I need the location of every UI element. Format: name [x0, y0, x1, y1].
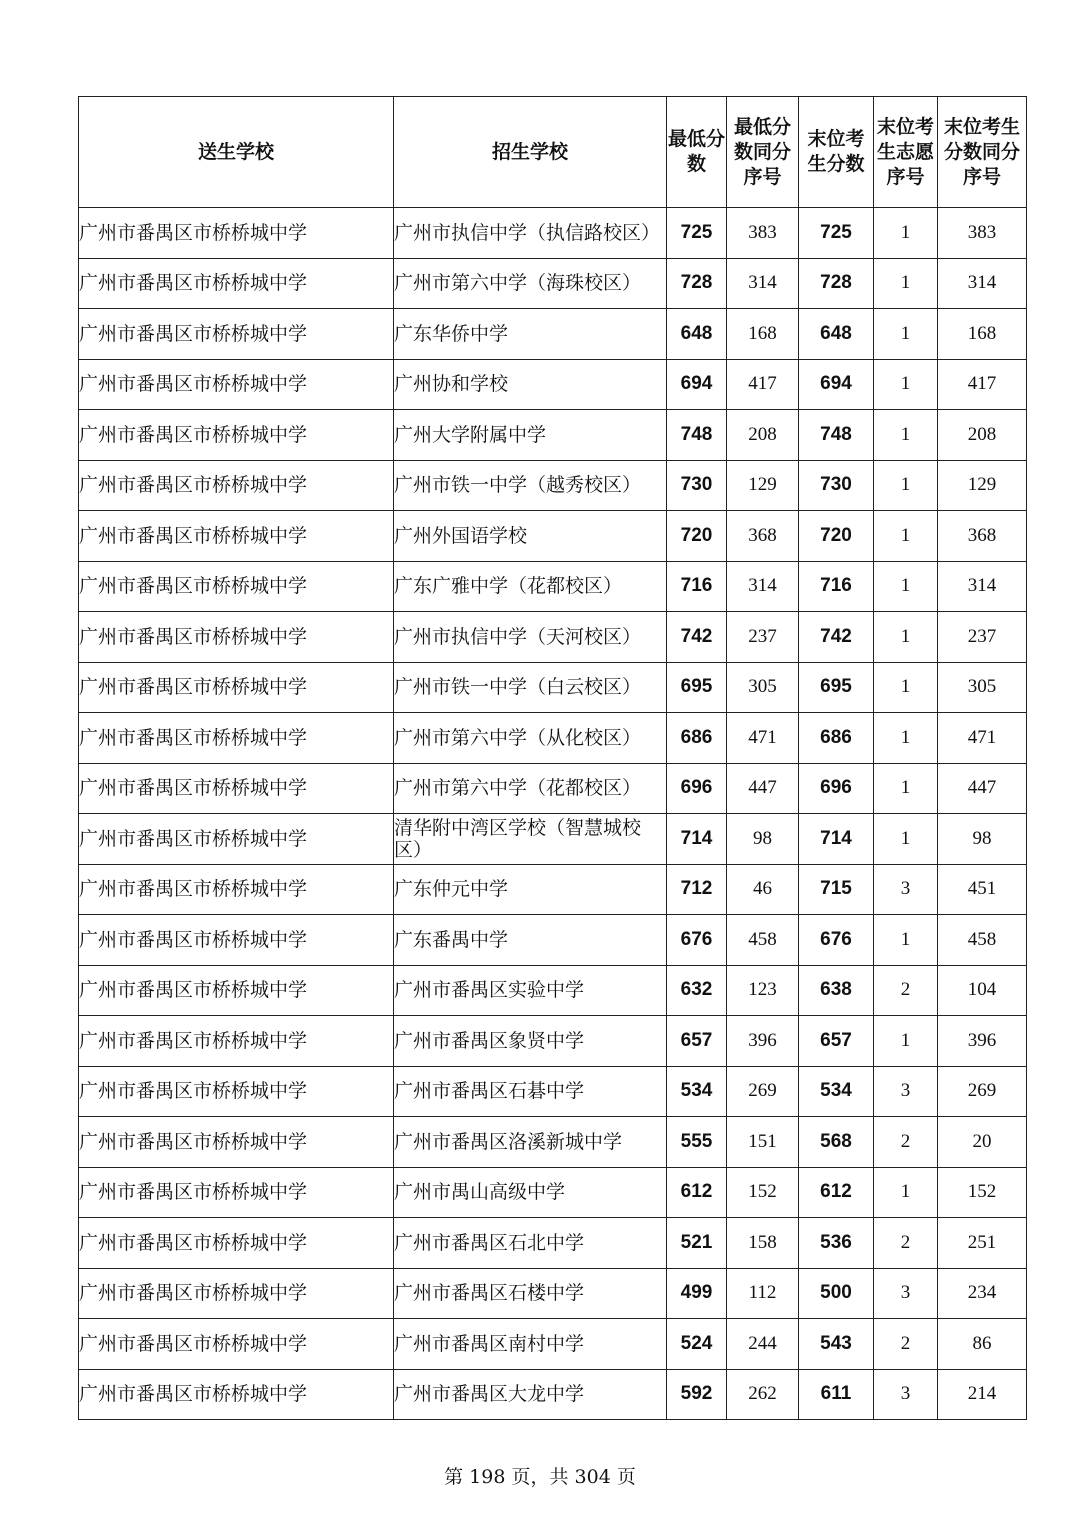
min-score-cell: 524	[667, 1319, 727, 1370]
table-row	[79, 915, 1027, 966]
receiving-school-cell: 广东华侨中学	[394, 309, 667, 360]
last-rank-cell: 305	[938, 662, 1027, 713]
admission-table	[78, 96, 1027, 1420]
sender-school-cell: 广州市番禺区市桥桥城中学	[79, 662, 394, 713]
receiving-school-cell: 广州市番禺区石碁中学	[394, 1066, 667, 1117]
last-rank-cell: 314	[938, 561, 1027, 612]
min-rank-cell: 383	[727, 208, 799, 259]
min-score-cell: 657	[667, 1016, 727, 1067]
min-score-cell: 676	[667, 915, 727, 966]
last-score-cell: 612	[799, 1167, 874, 1218]
min-score-cell: 695	[667, 662, 727, 713]
last-rank-cell: 104	[938, 965, 1027, 1016]
table-row	[79, 1268, 1027, 1319]
last-rank-cell: 447	[938, 763, 1027, 814]
receiving-school-cell: 广州市禺山高级中学	[394, 1167, 667, 1218]
last-rank-cell: 314	[938, 258, 1027, 309]
table-row	[79, 1319, 1027, 1370]
sender-school-cell: 广州市番禺区市桥桥城中学	[79, 1369, 394, 1420]
last-choice-cell: 2	[874, 1319, 938, 1370]
min-rank-cell: 168	[727, 309, 799, 360]
min-score-cell: 632	[667, 965, 727, 1016]
last-score-cell: 725	[799, 208, 874, 259]
sender-school-cell: 广州市番禺区市桥桥城中学	[79, 1319, 394, 1370]
table-row	[79, 1066, 1027, 1117]
last-rank-cell: 451	[938, 864, 1027, 915]
last-choice-cell: 3	[874, 1268, 938, 1319]
last-rank-cell: 417	[938, 359, 1027, 410]
min-rank-cell: 471	[727, 713, 799, 764]
table-row	[79, 561, 1027, 612]
receiving-school-cell: 广州市铁一中学（白云校区）	[394, 662, 667, 713]
last-rank-cell: 251	[938, 1218, 1027, 1269]
sender-school-cell: 广州市番禺区市桥桥城中学	[79, 965, 394, 1016]
header-sender: 送生学校	[79, 97, 394, 208]
last-score-cell: 568	[799, 1117, 874, 1168]
min-score-cell: 748	[667, 410, 727, 461]
receiving-school-cell: 广州协和学校	[394, 359, 667, 410]
min-score-cell: 555	[667, 1117, 727, 1168]
last-score-cell: 676	[799, 915, 874, 966]
table-row	[79, 1167, 1027, 1218]
receiving-school-cell: 广东广雅中学（花都校区）	[394, 561, 667, 612]
last-score-cell: 534	[799, 1066, 874, 1117]
last-rank-cell: 237	[938, 612, 1027, 663]
last-choice-cell: 1	[874, 763, 938, 814]
last-choice-cell: 1	[874, 309, 938, 360]
receiving-school-cell: 广州市番禺区大龙中学	[394, 1369, 667, 1420]
min-score-cell: 714	[667, 814, 727, 865]
table-row	[79, 763, 1027, 814]
last-score-cell: 500	[799, 1268, 874, 1319]
min-score-cell: 742	[667, 612, 727, 663]
last-score-cell: 730	[799, 460, 874, 511]
sender-school-cell: 广州市番禺区市桥桥城中学	[79, 359, 394, 410]
table-row	[79, 1117, 1027, 1168]
sender-school-cell: 广州市番禺区市桥桥城中学	[79, 864, 394, 915]
last-choice-cell: 2	[874, 965, 938, 1016]
table-row	[79, 612, 1027, 663]
header-last-choice: 末位考生志愿序号	[874, 97, 938, 208]
receiving-school-cell: 广州市番禺区洛溪新城中学	[394, 1117, 667, 1168]
min-rank-cell: 447	[727, 763, 799, 814]
min-score-cell: 499	[667, 1268, 727, 1319]
last-score-cell: 696	[799, 763, 874, 814]
last-score-cell: 648	[799, 309, 874, 360]
last-score-cell: 742	[799, 612, 874, 663]
last-choice-cell: 1	[874, 814, 938, 865]
last-score-cell: 638	[799, 965, 874, 1016]
sender-school-cell: 广州市番禺区市桥桥城中学	[79, 612, 394, 663]
sender-school-cell: 广州市番禺区市桥桥城中学	[79, 1218, 394, 1269]
last-rank-cell: 129	[938, 460, 1027, 511]
min-rank-cell: 46	[727, 864, 799, 915]
min-rank-cell: 112	[727, 1268, 799, 1319]
last-rank-cell: 152	[938, 1167, 1027, 1218]
min-score-cell: 728	[667, 258, 727, 309]
min-score-cell: 534	[667, 1066, 727, 1117]
table-row	[79, 359, 1027, 410]
min-rank-cell: 417	[727, 359, 799, 410]
page-number: 第 198 页，共 304 页	[444, 1466, 636, 1488]
last-choice-cell: 2	[874, 1117, 938, 1168]
min-rank-cell: 396	[727, 1016, 799, 1067]
receiving-school-cell: 清华附中湾区学校（智慧城校区）	[394, 814, 667, 865]
last-rank-cell: 168	[938, 309, 1027, 360]
min-score-cell: 694	[667, 359, 727, 410]
min-score-cell: 592	[667, 1369, 727, 1420]
min-score-cell: 720	[667, 511, 727, 562]
min-score-cell: 521	[667, 1218, 727, 1269]
last-choice-cell: 1	[874, 410, 938, 461]
last-rank-cell: 208	[938, 410, 1027, 461]
min-score-cell: 730	[667, 460, 727, 511]
table-row	[79, 208, 1027, 259]
sender-school-cell: 广州市番禺区市桥桥城中学	[79, 1117, 394, 1168]
table-row	[79, 258, 1027, 309]
last-score-cell: 748	[799, 410, 874, 461]
min-score-cell: 696	[667, 763, 727, 814]
last-score-cell: 714	[799, 814, 874, 865]
sender-school-cell: 广州市番禺区市桥桥城中学	[79, 1167, 394, 1218]
last-choice-cell: 2	[874, 1218, 938, 1269]
min-score-cell: 716	[667, 561, 727, 612]
table-body	[79, 208, 1027, 1420]
min-rank-cell: 314	[727, 561, 799, 612]
last-score-cell: 686	[799, 713, 874, 764]
last-score-cell: 611	[799, 1369, 874, 1420]
last-choice-cell: 1	[874, 208, 938, 259]
sender-school-cell: 广州市番禺区市桥桥城中学	[79, 713, 394, 764]
last-choice-cell: 3	[874, 864, 938, 915]
sender-school-cell: 广州市番禺区市桥桥城中学	[79, 1066, 394, 1117]
table-row	[79, 309, 1027, 360]
last-rank-cell: 471	[938, 713, 1027, 764]
sender-school-cell: 广州市番禺区市桥桥城中学	[79, 460, 394, 511]
table-row	[79, 1369, 1027, 1420]
table-row	[79, 511, 1027, 562]
receiving-school-cell: 广州市第六中学（海珠校区）	[394, 258, 667, 309]
receiving-school-cell: 广州市番禺区象贤中学	[394, 1016, 667, 1067]
last-choice-cell: 3	[874, 1369, 938, 1420]
table-row	[79, 460, 1027, 511]
sender-school-cell: 广州市番禺区市桥桥城中学	[79, 561, 394, 612]
receiving-school-cell: 广州市第六中学（花都校区）	[394, 763, 667, 814]
min-rank-cell: 123	[727, 965, 799, 1016]
min-score-cell: 612	[667, 1167, 727, 1218]
last-choice-cell: 1	[874, 612, 938, 663]
min-rank-cell: 244	[727, 1319, 799, 1370]
last-score-cell: 716	[799, 561, 874, 612]
receiving-school-cell: 广州市番禺区南村中学	[394, 1319, 667, 1370]
last-choice-cell: 1	[874, 1167, 938, 1218]
receiving-school-cell: 广州市执信中学（天河校区）	[394, 612, 667, 663]
last-choice-cell: 1	[874, 915, 938, 966]
min-rank-cell: 314	[727, 258, 799, 309]
last-score-cell: 694	[799, 359, 874, 410]
last-choice-cell: 1	[874, 511, 938, 562]
header-last-score: 末位考生分数	[799, 97, 874, 208]
last-rank-cell: 396	[938, 1016, 1027, 1067]
receiving-school-cell: 广州市铁一中学（越秀校区）	[394, 460, 667, 511]
sender-school-cell: 广州市番禺区市桥桥城中学	[79, 258, 394, 309]
last-rank-cell: 86	[938, 1319, 1027, 1370]
table-row	[79, 814, 1027, 865]
min-rank-cell: 368	[727, 511, 799, 562]
table-row	[79, 1218, 1027, 1269]
last-choice-cell: 1	[874, 460, 938, 511]
min-rank-cell: 158	[727, 1218, 799, 1269]
last-score-cell: 536	[799, 1218, 874, 1269]
sender-school-cell: 广州市番禺区市桥桥城中学	[79, 915, 394, 966]
header-last-rank: 末位考生分数同分序号	[938, 97, 1027, 208]
receiving-school-cell: 广州市第六中学（从化校区）	[394, 713, 667, 764]
last-rank-cell: 368	[938, 511, 1027, 562]
table-row	[79, 965, 1027, 1016]
sender-school-cell: 广州市番禺区市桥桥城中学	[79, 511, 394, 562]
min-score-cell: 648	[667, 309, 727, 360]
table-row	[79, 410, 1027, 461]
min-score-cell: 712	[667, 864, 727, 915]
last-choice-cell: 1	[874, 1016, 938, 1067]
min-rank-cell: 262	[727, 1369, 799, 1420]
last-choice-cell: 3	[874, 1066, 938, 1117]
min-rank-cell: 269	[727, 1066, 799, 1117]
receiving-school-cell: 广东番禺中学	[394, 915, 667, 966]
min-rank-cell: 152	[727, 1167, 799, 1218]
receiving-school-cell: 广东仲元中学	[394, 864, 667, 915]
last-rank-cell: 458	[938, 915, 1027, 966]
last-rank-cell: 214	[938, 1369, 1027, 1420]
last-rank-cell: 234	[938, 1268, 1027, 1319]
last-rank-cell: 98	[938, 814, 1027, 865]
table-row	[79, 713, 1027, 764]
header-receiver: 招生学校	[394, 97, 667, 208]
receiving-school-cell: 广州外国语学校	[394, 511, 667, 562]
min-rank-cell: 305	[727, 662, 799, 713]
sender-school-cell: 广州市番禺区市桥桥城中学	[79, 814, 394, 865]
receiving-school-cell: 广州市执信中学（执信路校区）	[394, 208, 667, 259]
min-rank-cell: 458	[727, 915, 799, 966]
last-score-cell: 728	[799, 258, 874, 309]
min-score-cell: 725	[667, 208, 727, 259]
min-rank-cell: 208	[727, 410, 799, 461]
header-min-score: 最低分数	[667, 97, 727, 208]
min-rank-cell: 151	[727, 1117, 799, 1168]
sender-school-cell: 广州市番禺区市桥桥城中学	[79, 1268, 394, 1319]
sender-school-cell: 广州市番禺区市桥桥城中学	[79, 309, 394, 360]
last-rank-cell: 20	[938, 1117, 1027, 1168]
last-score-cell: 715	[799, 864, 874, 915]
last-rank-cell: 383	[938, 208, 1027, 259]
last-choice-cell: 1	[874, 561, 938, 612]
sender-school-cell: 广州市番禺区市桥桥城中学	[79, 763, 394, 814]
receiving-school-cell: 广州大学附属中学	[394, 410, 667, 461]
last-score-cell: 543	[799, 1319, 874, 1370]
min-rank-cell: 237	[727, 612, 799, 663]
header-min-rank: 最低分数同分序号	[727, 97, 799, 208]
sender-school-cell: 广州市番禺区市桥桥城中学	[79, 1016, 394, 1067]
table-row	[79, 662, 1027, 713]
table-row	[79, 864, 1027, 915]
sender-school-cell: 广州市番禺区市桥桥城中学	[79, 208, 394, 259]
last-choice-cell: 1	[874, 258, 938, 309]
last-score-cell: 720	[799, 511, 874, 562]
last-rank-cell: 269	[938, 1066, 1027, 1117]
last-choice-cell: 1	[874, 359, 938, 410]
last-choice-cell: 1	[874, 662, 938, 713]
header-row	[79, 97, 1027, 208]
receiving-school-cell: 广州市番禺区石楼中学	[394, 1268, 667, 1319]
last-score-cell: 657	[799, 1016, 874, 1067]
last-score-cell: 695	[799, 662, 874, 713]
min-score-cell: 686	[667, 713, 727, 764]
min-rank-cell: 98	[727, 814, 799, 865]
min-rank-cell: 129	[727, 460, 799, 511]
receiving-school-cell: 广州市番禺区实验中学	[394, 965, 667, 1016]
receiving-school-cell: 广州市番禺区石北中学	[394, 1218, 667, 1269]
table-row	[79, 1016, 1027, 1067]
last-choice-cell: 1	[874, 713, 938, 764]
sender-school-cell: 广州市番禺区市桥桥城中学	[79, 410, 394, 461]
